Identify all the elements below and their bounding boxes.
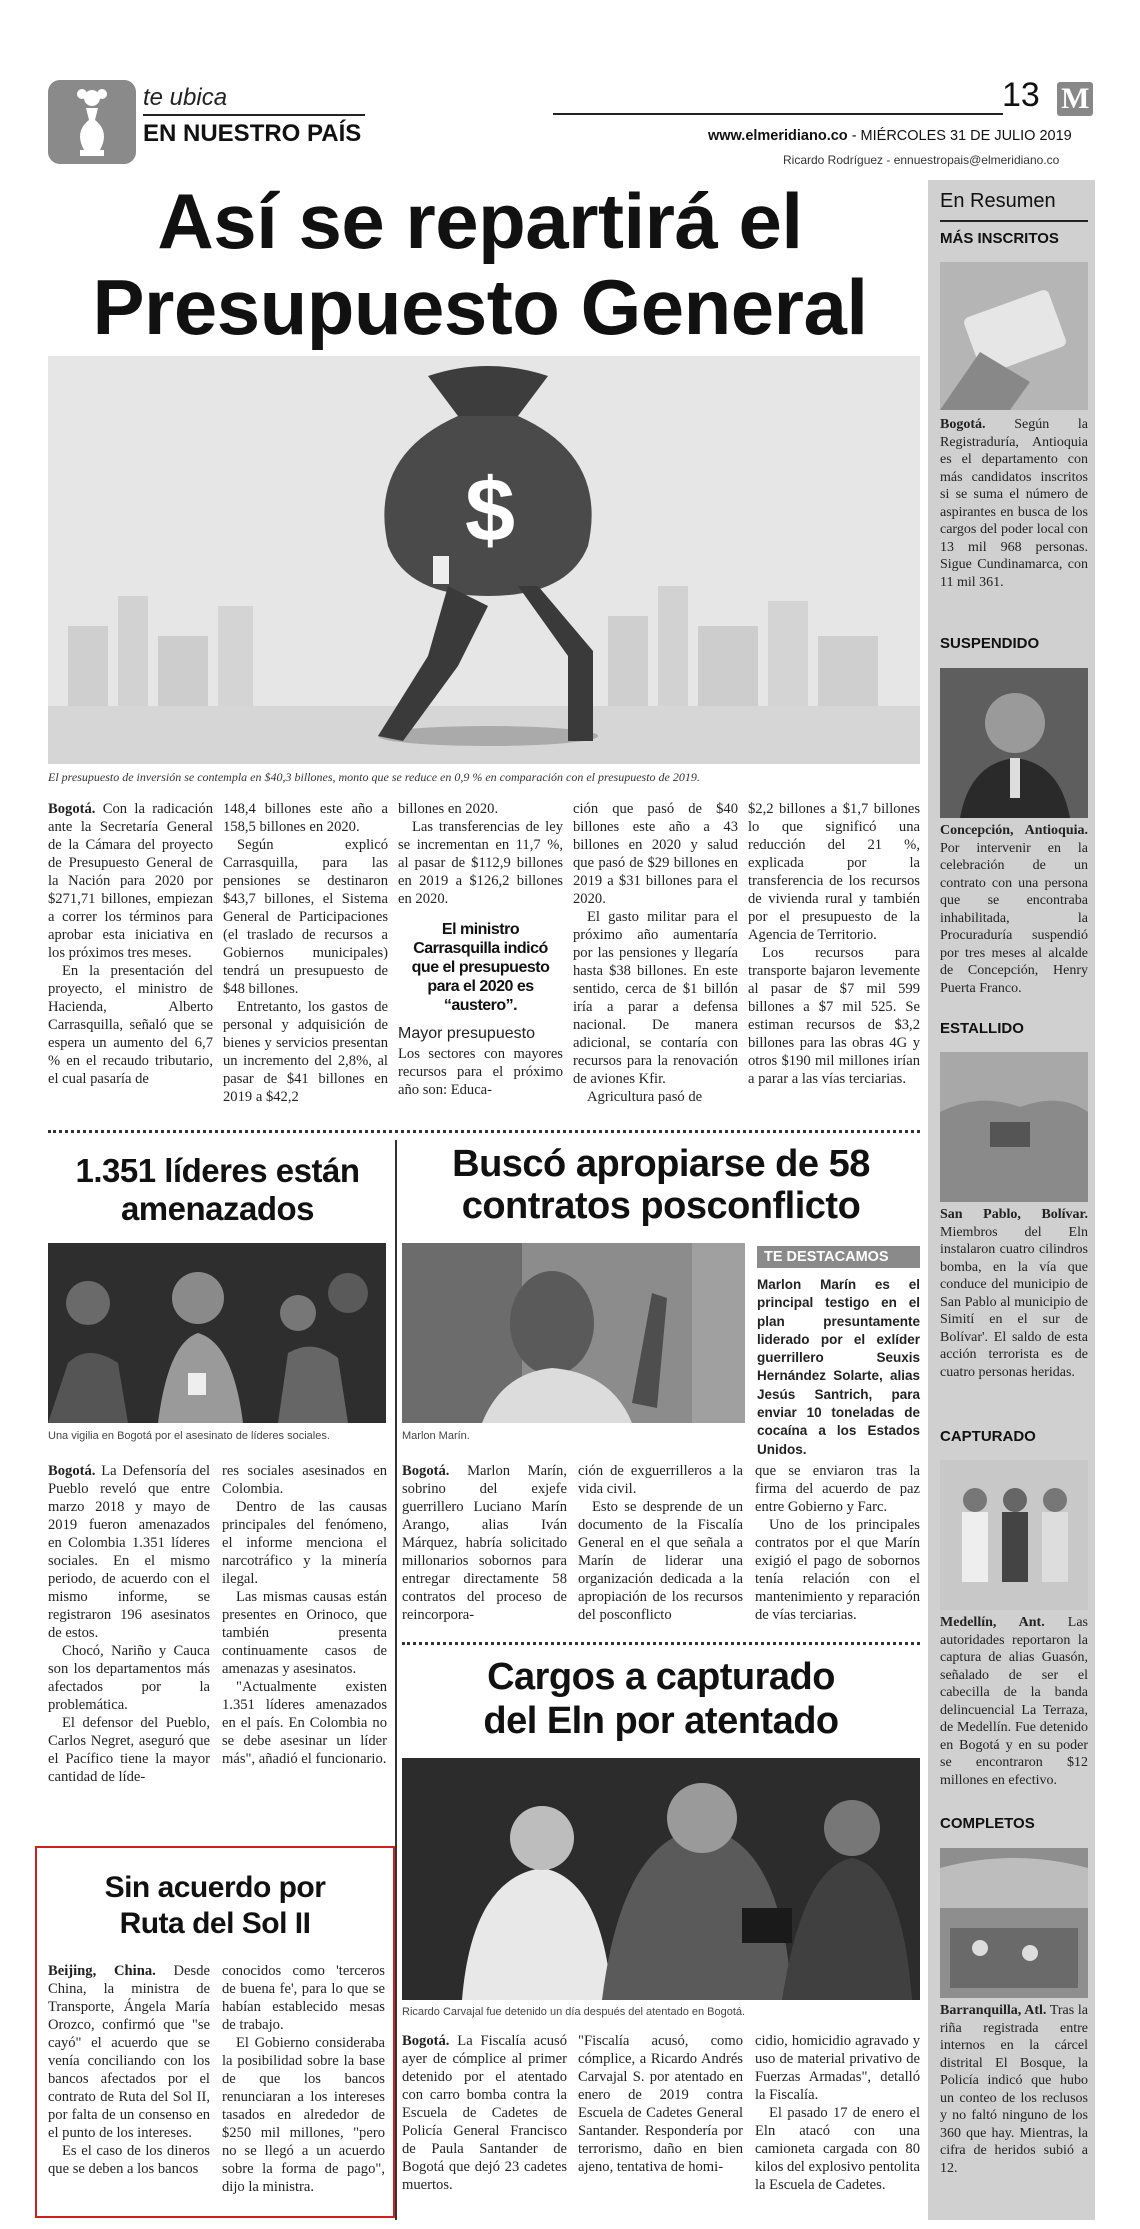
- page-number: 13: [1002, 76, 1040, 114]
- road-photo: [940, 1052, 1088, 1202]
- vigil-photo: [48, 1243, 386, 1423]
- vertical-divider: [395, 1140, 397, 2220]
- id-card-photo: [940, 262, 1088, 410]
- section-name: EN NUESTRO PAÍS: [143, 120, 362, 147]
- eln-headline: Cargos a capturado del Eln por atentado: [483, 1656, 839, 1742]
- lideres-headline: 1.351 líderes están amenazados: [75, 1152, 360, 1227]
- lideres-col-2: res sociales asesinados en Colombia. Dentro de las causas principales del fenómeno, el informe menciona el narcotráfico y la minería ilegal. Las mismas causas están presentes en Orinoco, que también presenta continuamente casos de amenazas y asesinatos. "Actualmente existen 1.351 líderes amenazados en el país. En Colombia no se debe asesinar un líder más", añadió el funcionario.: [222, 1463, 387, 1767]
- sidebar-photo-capturado: [940, 1460, 1088, 1610]
- eln-col-2: "Fiscalía acusó, como cómplice, a Ricardo Andrés Carvajal S. por atentado en enero de 2019 contra Escuela de Cadetes General Santander. Respondería por terrorismo, daño en bien ajeno, tentativa de homi-: [578, 2033, 743, 2175]
- site-url[interactable]: www.elmeridiano.co: [708, 128, 848, 144]
- sidebar-photo-mas-inscritos: [940, 262, 1088, 410]
- arrest-photo: [402, 1758, 920, 2000]
- contratos-col-3: que se enviaron tras la firma del acuerdo de paz entre Gobierno y Farc. Uno de los principales contratos por el que Marín exigió el pago de sobornos tenía relación con el mantenimiento y reparación de vías terciarias.: [755, 1463, 920, 1623]
- main-headline-line2: Presupuesto General: [92, 263, 868, 351]
- section-logo-box: [48, 80, 136, 164]
- sidebar-text-mas-inscritos: Bogotá. Según la Registraduría, Antioquia es el departamento con más candidatos inscritos si se suma el número de aspirantes en busca de los cargos del poder local con 13 mil 968 personas. Sigue Cundinamarca, con 11 mil 361.: [940, 417, 1088, 590]
- newspaper-logo: M: [1057, 82, 1093, 116]
- eln-col-1: Bogotá. La Fiscalía acusó ayer de cómplice al primer detenido por el atentado con carro bomba contra la Escuela de Cadetes de Policía General Francisco de Paula Santander de Bogotá que dejó 23 cadetes muertos.: [402, 2033, 567, 2193]
- capture-photo: [940, 1460, 1088, 1610]
- svg-text:$: $: [464, 461, 516, 561]
- eln-caption: Ricardo Carvajal fue detenido un día después del atentado en Bogotá.: [402, 2006, 746, 2018]
- main-dateline: Bogotá.: [48, 801, 96, 817]
- sidebar-text-capturado: Medellín, Ant. Las autoridades reportaron la captura de alias Guasón, señalado de ser el cabecilla de la banda delincuencial La Terraza, de Medellín. Fue detenido en Bogotá y en su poder se encontraron $12 millones en efectivo.: [940, 1615, 1089, 1788]
- sidebar-text-suspendido: Concepción, Antioquia. Por intervenir en la celebración de un contrato con una persona que se encontraba inhabilitada, la Procuraduría suspendió por tres meses al alcalde de Concepción, Henry Puerta Franco.: [940, 823, 1088, 996]
- contratos-headline: Buscó apropiarse de 58 contratos posconflicto: [452, 1143, 870, 1227]
- section-kicker: te ubica: [143, 84, 228, 111]
- sidebar-photo-completos: [940, 1848, 1088, 1998]
- sidebar-text-completos: Barranquilla, Atl. Tras la riña registrada entre internos en la cárcel distrital El Bosque, la Policía indicó que hubo un conteo de los reclusos y no faltó ninguno de los 360 que hay. Mientras, la cifra de heridos subió a 12.: [940, 2003, 1089, 2176]
- lideres-photo: [48, 1243, 386, 1423]
- sidebar-photo-estallido: [940, 1052, 1088, 1202]
- sidebar-heading-estallido: ESTALLIDO: [940, 1020, 1024, 1037]
- sidebar-heading-mas-inscritos: MÁS INSCRITOS: [940, 230, 1059, 247]
- main-photo: [48, 356, 920, 764]
- lideres-col-1: Bogotá. La Defensoría del Pueblo reveló que entre marzo 2018 y mayo de 2019 fueron amenazados en Colombia 1.351 líderes sociales. En el mismo periodo, de acuerdo con el mismo informe, se registraron 196 asesinatos de estos. Chocó, Nariño y Cauca son los departamentos más afectados por la problemática. El defensor del Pueblo, Carlos Negret, aseguró que el Pacífico tiene la mayor cantidad de líde-: [48, 1463, 210, 1785]
- date-text: - MIÉRCOLES 31 DE JULIO 2019: [847, 128, 1072, 144]
- main-col-4: ción que pasó de $40 billones este año a 43 billones en 2020 y salud que pasó de $29 billones en 2019 a $31 billones para el 2020. El gasto militar para el próximo año aumentaría por las pensiones y llegaría hasta $38 billones. En este sentido, cerca de $1 billón iría a parar a defensa nacional. De manera adicional, se contaría con recursos para la renovación de aviones Kfir. Agricultura pasó de: [573, 801, 738, 1105]
- section-underline: [143, 114, 365, 116]
- eln-photo: [402, 1758, 920, 2000]
- ruta-col-2: conocidos como 'terceros de buena fe', para lo que se habían establecido mesas de trabajo. El Gobierno consideraba la posibilidad sobre la base de que los bancos renunciaran a los intereses tasados en alrededor de $250 mil millones, "pero no se llegó a un acuerdo sobre la forma de pago", dijo la ministra.: [222, 1963, 385, 2195]
- date-line: [708, 128, 1072, 144]
- contratos-highlight: Marlon Marín es el principal testigo en el plan presuntamente liderado por el exlíder guerrillero Seuxis Hernández Solarte, alias Jesús Santrich, para enviar 10 toneladas de cocaína a los Estados Unidos.: [757, 1277, 920, 1457]
- main-divider: [48, 1130, 920, 1133]
- contratos-photo: [402, 1243, 745, 1423]
- money-bag-illustration: [48, 356, 920, 764]
- te-destacamos-badge: TE DESTACAMOS: [757, 1246, 920, 1268]
- header-rule: [553, 113, 1003, 115]
- sidebar-text-estallido: San Pablo, Bolívar. Miembros del Eln instalaron cuatro cilindros bomba, en la vía que conduce del municipio de San Pablo al municipio de Simití en el sur de Bolívar'. El saldo de esta acción terrorista es de cuatro personas heridas.: [940, 1207, 1088, 1380]
- sidebar-heading-capturado: CAPTURADO: [940, 1428, 1036, 1445]
- main-col-1: Bogotá. Con la radicación ante la Secretaría General de la Cámara del proyecto de Presupuesto General de la Nación para 2020 por $271,71 billones, empiezan a correr los términos para aprobar esta iniciativa en los próximos tres meses. En la presentación del proyecto, el ministro de Hacienda, Alberto Carrasquilla, señaló que se espera un aumento del 6,7 % en el recaudo tributario, el cual pasaría de: [48, 801, 213, 1087]
- ruta-headline: Sin acuerdo por Ruta del Sol II: [104, 1871, 326, 1940]
- sidebar-title-rule: [940, 220, 1088, 222]
- ruta-col-1: Beijing, China. Desde China, la ministra de Transporte, Ángela María Orozco, confirmó que "se cayó" el acuerdo que se venía conciliando con los bancos afectados por el contrato de Ruta del Sol II, por falta de un consenso en el punto de los intereses. Es el caso de los dineros que se deben a los bancos: [48, 1963, 210, 2177]
- sidebar-photo-suspendido: [940, 668, 1088, 818]
- sidebar-heading-completos: COMPLETOS: [940, 1815, 1035, 1832]
- vase-icon: [48, 80, 136, 164]
- marlon-marin-photo: [402, 1243, 745, 1423]
- main-photo-caption: El presupuesto de inversión se contempla en $40,3 billones, monto que se reduce en 0,9 % en comparación con el presupuesto de 2019.: [48, 770, 700, 784]
- contratos-caption: Marlon Marín.: [402, 1430, 470, 1442]
- prison-photo: [940, 1848, 1088, 1998]
- eln-col-3: cidio, homicidio agravado y uso de material privativo de Fuerzas Armadas", detalló la Fiscalía. El pasado 17 de enero el Eln atacó con una camioneta cargada con 80 kilos del explosivo pentolita la Escuela de Cadetes.: [755, 2033, 920, 2193]
- main-headline: [40, 178, 920, 350]
- main-col-5: $2,2 billones a $1,7 billones lo que significó una reducción del 21 %, explicada por la transferencia de los recursos de vivienda rural y también por el presupuesto de la Agencia de Territorio. Los recursos para transporte bajaron levemente al pasar de $7 mil 599 billones a $7 mil 525. Se estiman recursos de $3,2 billones para las obras 4G y otros $190 mil millones irían a parar a las vías terciarias.: [748, 801, 920, 1087]
- subhead-mayor-presupuesto: Mayor presupuesto: [398, 1025, 535, 1042]
- lideres-caption: Una vigilia en Bogotá por el asesinato de líderes sociales.: [48, 1430, 330, 1442]
- main-col-3: billones en 2020. Las transferencias de ley se incrementan en 11,7 %, al pasar de $112,9 billones en 2019 a $126,2 billones en 2020. El ministro Carrasquilla indicó que el presupuesto para el 2020 es “austero”. Mayor presupuesto Los sectores con mayores recursos para el próximo año son: Educa-: [398, 801, 563, 1098]
- contratos-col-1: Bogotá. Marlon Marín, sobrino del exjefe guerrillero Luciano Marín Arango, alias Iván Márquez, habría solicitado millonarios sobornos para entregar directamente 58 contratos del proceso de reincorpora-: [402, 1463, 567, 1623]
- contratos-divider: [402, 1642, 920, 1645]
- mayor-photo: [940, 668, 1088, 818]
- contratos-col-2: ción de exguerrilleros a la vida civil. Esto se desprende de un documento de la Fiscalía General en el que señala a Marín de liderar una organización dedicada a la apropiación de los recursos del posconflicto: [578, 1463, 743, 1623]
- main-headline-line1: Así se repartirá el: [157, 177, 803, 265]
- main-col-2: 148,4 billones este año a 158,5 billones en 2020. Según explicó Carrasquilla, para las pensiones se destinaron $43,7 billones, el Sistema General de Participaciones (el traslado de recursos a Gobiernos municipales) tendrá un presupuesto de $48 billones. Entretanto, los gastos de personal y adquisición de bienes y servicios presentan un incremento del 2,8%, al pasar de $41 billones en 2019 a $42,2: [223, 801, 388, 1105]
- editor-line: Ricardo Rodríguez - ennuestropais@elmeridiano.co: [783, 153, 1060, 167]
- sidebar-heading-suspendido: SUSPENDIDO: [940, 635, 1040, 652]
- sidebar-title: En Resumen: [940, 190, 1056, 212]
- pull-quote: El ministro Carrasquilla indicó que el presupuesto para el 2020 es “austero”.: [411, 921, 550, 1014]
